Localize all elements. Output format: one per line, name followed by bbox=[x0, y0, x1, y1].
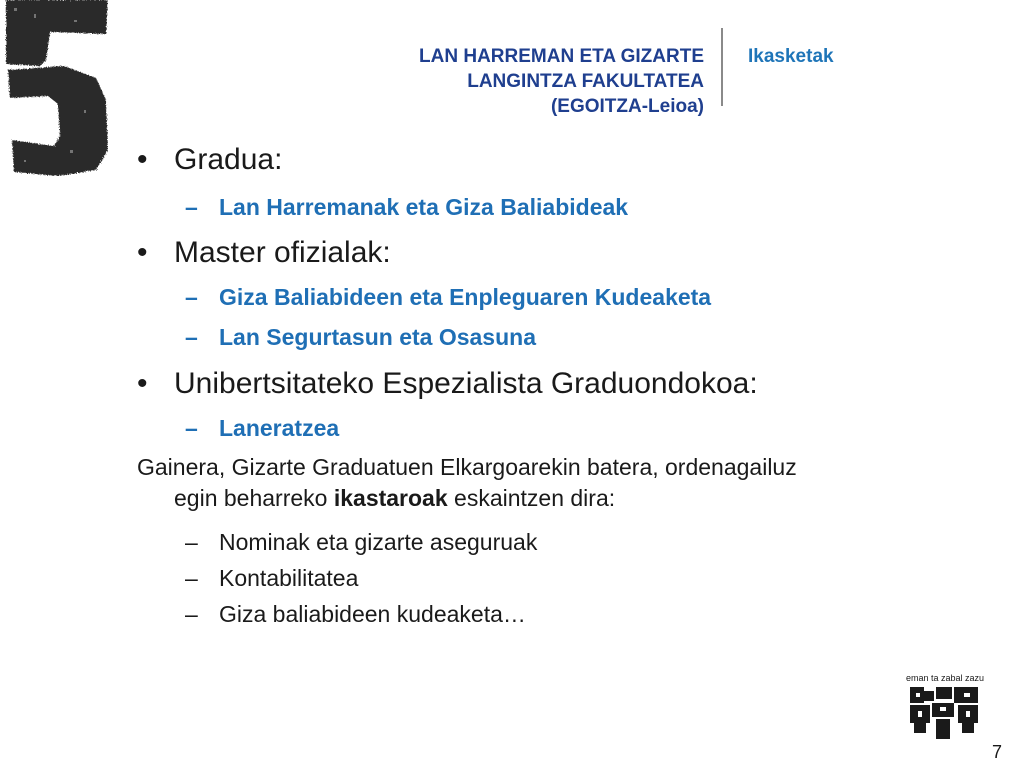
dash-icon: – bbox=[185, 415, 198, 441]
paragraph-text: eskaintzen dira: bbox=[447, 485, 616, 511]
section-title: Ikasketak bbox=[748, 46, 834, 67]
university-motto: eman ta zabal zazu bbox=[906, 673, 985, 683]
university-logo-icon bbox=[906, 673, 985, 743]
faculty-name-line-1: LAN HARREMAN ETA GIZARTE bbox=[419, 46, 704, 67]
dash-icon: – bbox=[185, 194, 198, 220]
bullet-label: Unibertsitateko Espezialista Graduondokoa: bbox=[174, 367, 758, 400]
course-label: Giza baliabideen kudeaketa… bbox=[219, 601, 526, 627]
dash-icon: – bbox=[185, 324, 198, 350]
paragraph-emphasis: ikastaroak bbox=[333, 485, 448, 511]
dash-icon: – bbox=[185, 529, 198, 555]
bullet-icon: • bbox=[137, 143, 148, 176]
paragraph-line-2 bbox=[137, 483, 967, 514]
faculty-name-line-2: LANGINTZA FAKULTATEA bbox=[467, 71, 704, 92]
dash-icon: – bbox=[185, 601, 198, 627]
bullet-label: Master ofizialak: bbox=[174, 236, 391, 269]
sub-item-label: Lan Segurtasun eta Osasuna bbox=[219, 324, 536, 350]
bullet-label: Gradua: bbox=[174, 143, 283, 176]
bullet-icon: • bbox=[137, 367, 148, 400]
courses-intro-paragraph bbox=[137, 452, 967, 514]
course-label: Nominak eta gizarte aseguruak bbox=[219, 529, 538, 555]
sub-item-label: Lan Harremanak eta Giza Baliabideak bbox=[219, 194, 629, 220]
sub-item-label: Laneratzea bbox=[219, 415, 340, 441]
paragraph-line-1: Gainera, Gizarte Graduatuen Elkargoarekin batera, ordenagailuz bbox=[137, 454, 797, 480]
paragraph-text: egin beharreko bbox=[174, 485, 334, 511]
bullet-icon: • bbox=[137, 236, 148, 269]
sub-item-label: Giza Baliabideen eta Enpleguaren Kudeaketa bbox=[219, 284, 712, 310]
page-number: 7 bbox=[991, 742, 1002, 762]
course-label: Kontabilitatea bbox=[219, 565, 359, 591]
faculty-location: (EGOITZA-Leioa) bbox=[550, 96, 704, 117]
dash-icon: – bbox=[185, 565, 198, 591]
dash-icon: – bbox=[185, 284, 198, 310]
